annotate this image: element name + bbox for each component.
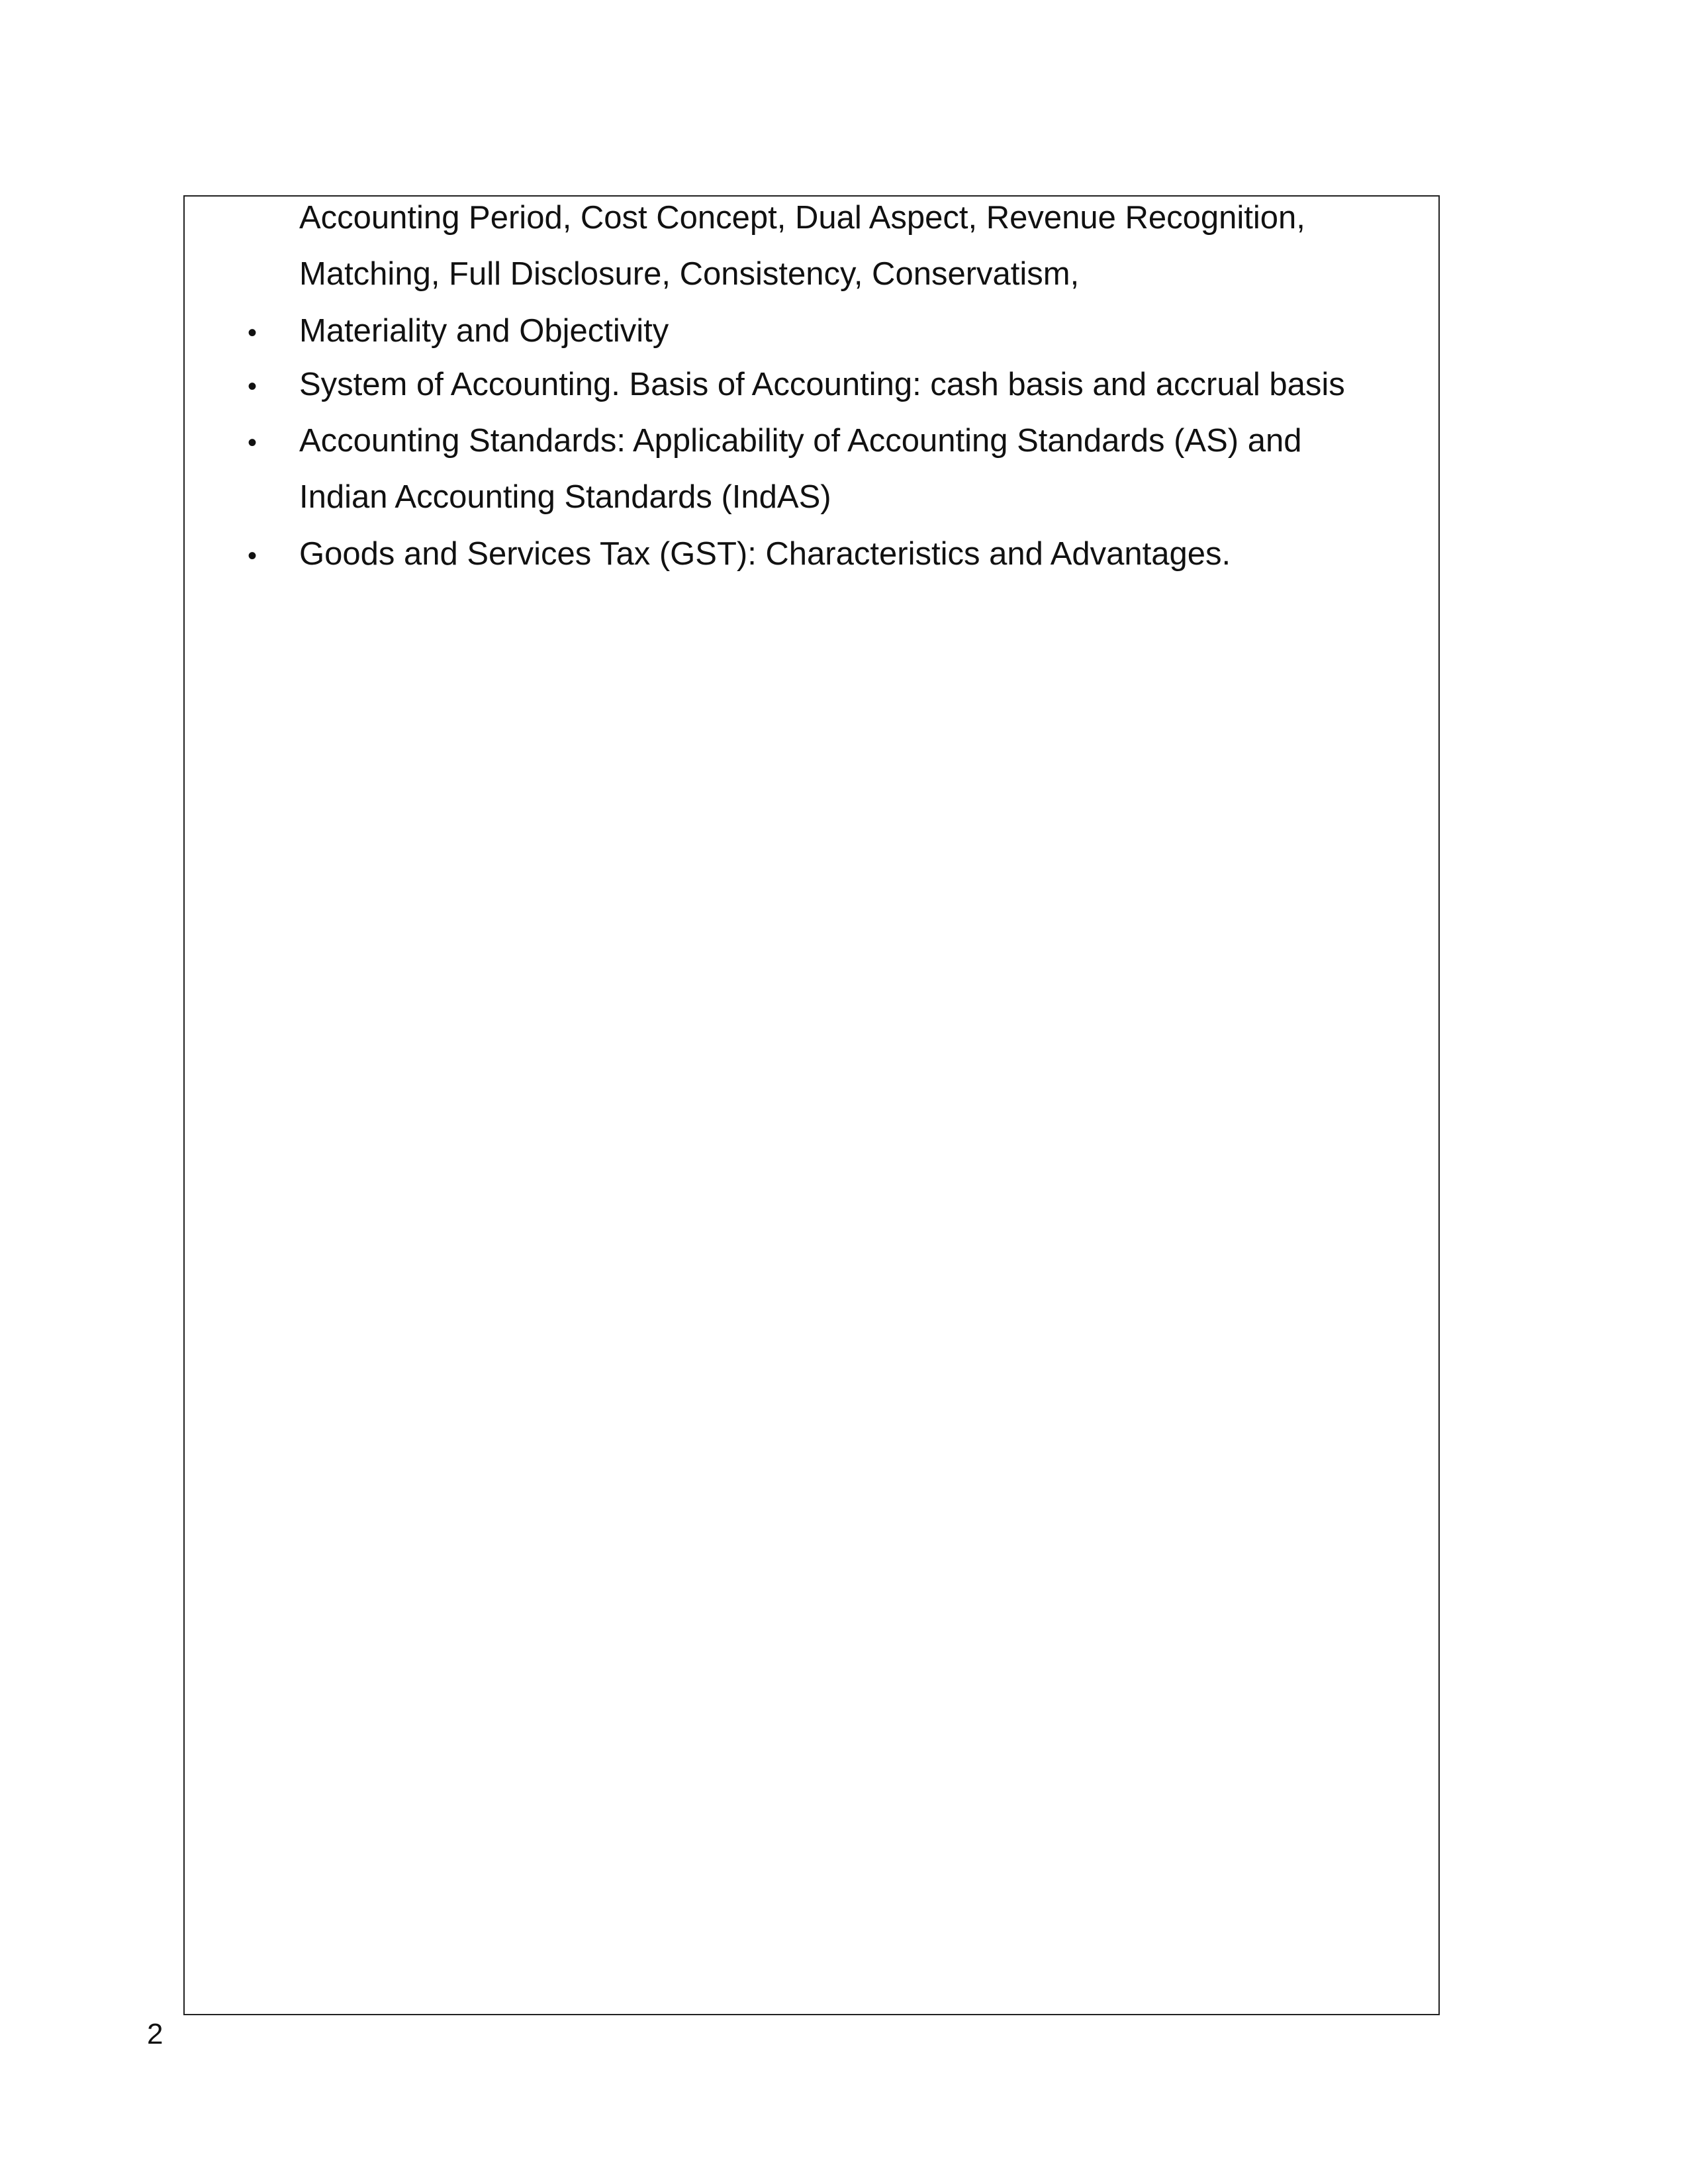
- continuation-line-2: Matching, Full Disclosure, Consistency, Conservatism,: [299, 256, 1080, 292]
- continuation-line-1: Accounting Period, Cost Concept, Dual Aspect, Revenue Recognition,: [299, 200, 1305, 236]
- bullet-icon: •: [248, 318, 258, 347]
- list-item-text: Goods and Services Tax (GST): Characteristics and Advantages.: [299, 536, 1231, 572]
- bullet-icon: •: [248, 372, 258, 401]
- list-item-text: Accounting Standards: Applicability of Accounting Standards (AS) and: [299, 423, 1302, 459]
- list-item-text-continued: Indian Accounting Standards (IndAS): [299, 479, 831, 515]
- list-item-text: Materiality and Objectivity: [299, 313, 669, 349]
- bullet-icon: •: [248, 541, 258, 570]
- page-number: 2: [147, 2018, 164, 2050]
- bullet-icon: •: [248, 428, 258, 457]
- content-border-frame: [183, 195, 1440, 2015]
- list-item-text: System of Accounting. Basis of Accounting: cash basis and accrual basis: [299, 367, 1345, 402]
